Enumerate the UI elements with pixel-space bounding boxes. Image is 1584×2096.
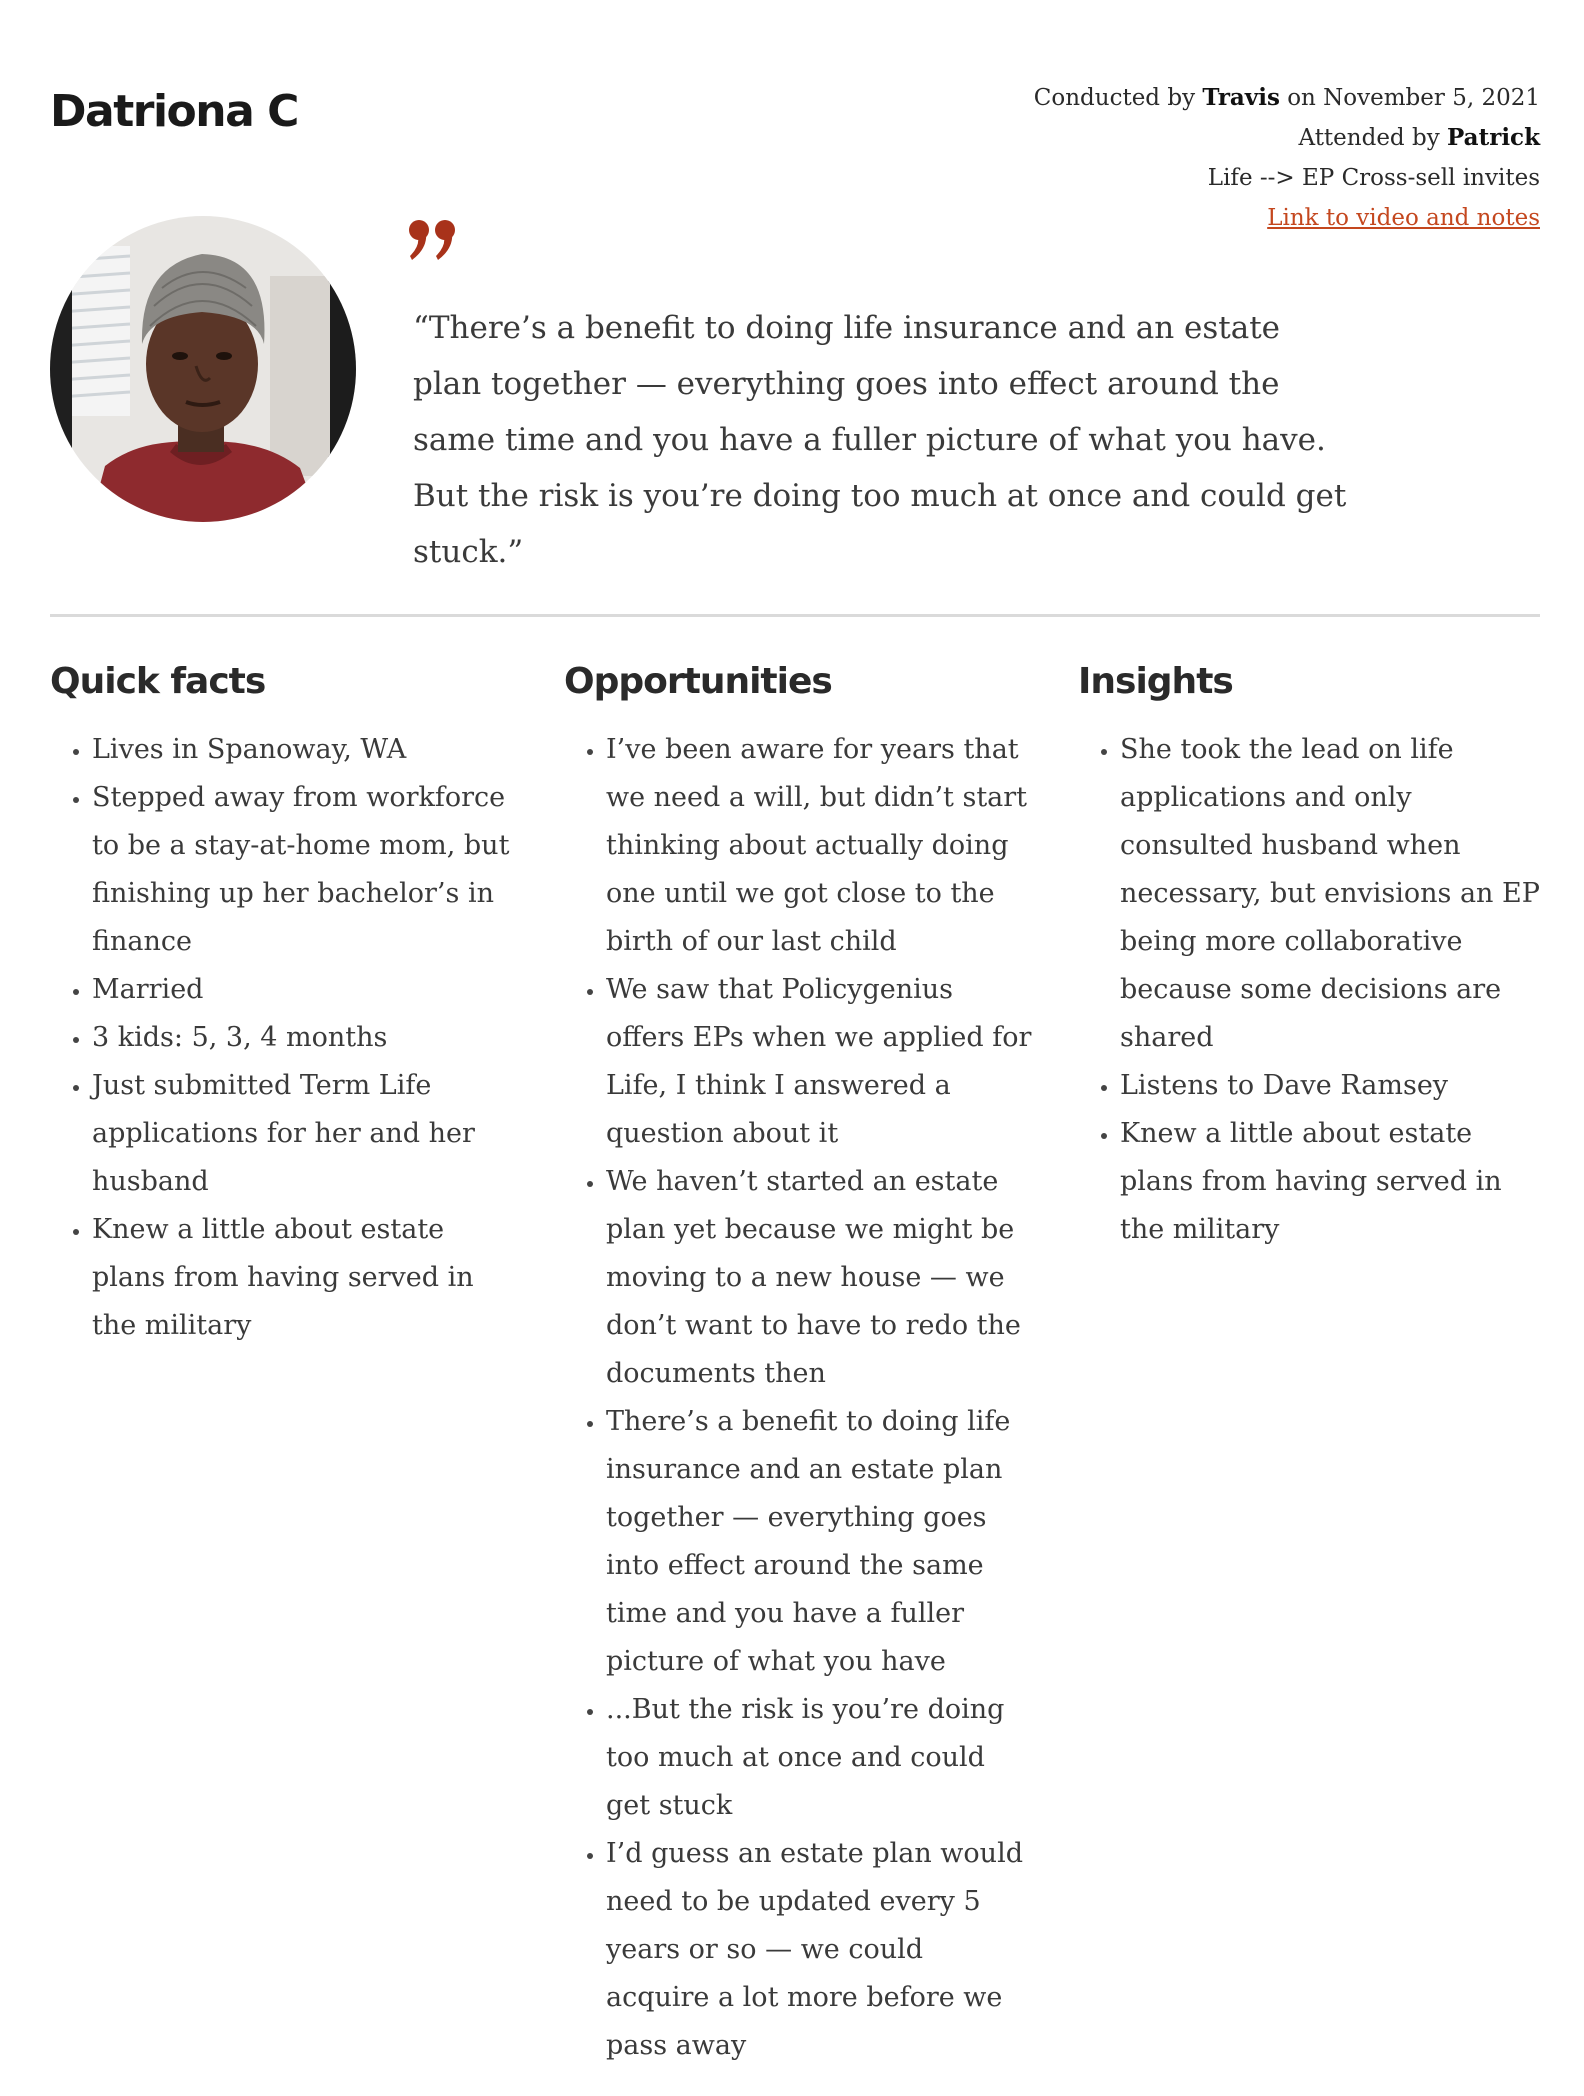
attended-by: Patrick bbox=[1447, 124, 1540, 151]
quick-facts-section bbox=[50, 656, 520, 1350]
conducted-by: Travis bbox=[1202, 84, 1280, 111]
insights-list bbox=[1078, 726, 1548, 1254]
insights-section bbox=[1078, 656, 1548, 1254]
quick-facts-list bbox=[50, 726, 520, 1350]
interview-meta bbox=[1034, 78, 1540, 238]
list-item: • Just submitted Term Life applications for her and her husband bbox=[92, 1062, 520, 1206]
list-item: • I’d guess an estate plan would need to be updated every 5 years or so — we could acquire a lot more before we pass away bbox=[606, 1830, 1034, 2070]
section-divider bbox=[50, 614, 1540, 617]
featured-quote: “There’s a benefit to doing life insurance and an estate plan together — everything goes into effect around the same time and you have a fuller picture of what you have. But the risk is you’re doing too much at once and could get stuck.” bbox=[413, 310, 1347, 570]
opportunities-section bbox=[564, 656, 1034, 2070]
list-item: • I’ve been aware for years that we need a will, but didn’t start thinking about actually doing one until we got close to the birth of our last child bbox=[606, 726, 1034, 966]
list-item: • Stepped away from workforce to be a stay-at-home mom, but finishing up her bachelor’s in finance bbox=[92, 774, 520, 966]
section-title: Insights bbox=[1078, 661, 1233, 702]
attended-prefix: Attended by bbox=[1298, 125, 1440, 151]
attended-line bbox=[1034, 118, 1540, 158]
list-item: • 3 kids: 5, 3, 4 months bbox=[92, 1014, 520, 1062]
video-notes-link[interactable]: Link to video and notes bbox=[1267, 205, 1540, 231]
opportunities-list bbox=[564, 726, 1034, 2070]
list-item: • We saw that Policygenius offers EPs when we applied for Life, I think I answered a question about it bbox=[606, 966, 1034, 1158]
avatar bbox=[50, 216, 356, 522]
conducted-date: on November 5, 2021 bbox=[1287, 85, 1540, 111]
section-title: Quick facts bbox=[50, 661, 266, 702]
list-item: • Married bbox=[92, 966, 520, 1014]
participant-photo bbox=[50, 216, 356, 522]
list-item: • There’s a benefit to doing life insurance and an estate plan together — everything goes into effect around the same time and you have a fuller picture of what you have bbox=[606, 1398, 1034, 1686]
list-item: • She took the lead on life applications and only consulted husband when necessary, but envisions an EP being more collaborative because some decisions are shared bbox=[1120, 726, 1548, 1062]
conducted-line bbox=[1034, 78, 1540, 118]
list-item: • We haven’t started an estate plan yet because we might be moving to a new house — we don’t want to have to redo the documents then bbox=[606, 1158, 1034, 1398]
section-title: Opportunities bbox=[564, 661, 832, 702]
campaign-line: Life --> EP Cross-sell invites bbox=[1207, 165, 1540, 191]
participant-name: Datriona C bbox=[50, 86, 298, 137]
video-notes-link-line bbox=[1034, 198, 1540, 238]
conducted-prefix: Conducted by bbox=[1033, 85, 1196, 111]
list-item: • Listens to Dave Ramsey bbox=[1120, 1062, 1548, 1110]
list-item: • ...But the risk is you’re doing too much at once and could get stuck bbox=[606, 1686, 1034, 1830]
list-item: • Knew a little about estate plans from having served in the military bbox=[92, 1206, 520, 1350]
quote-icon bbox=[408, 216, 460, 276]
list-item: • Knew a little about estate plans from having served in the military bbox=[1120, 1110, 1548, 1254]
list-item: • Lives in Spanoway, WA bbox=[92, 726, 520, 774]
